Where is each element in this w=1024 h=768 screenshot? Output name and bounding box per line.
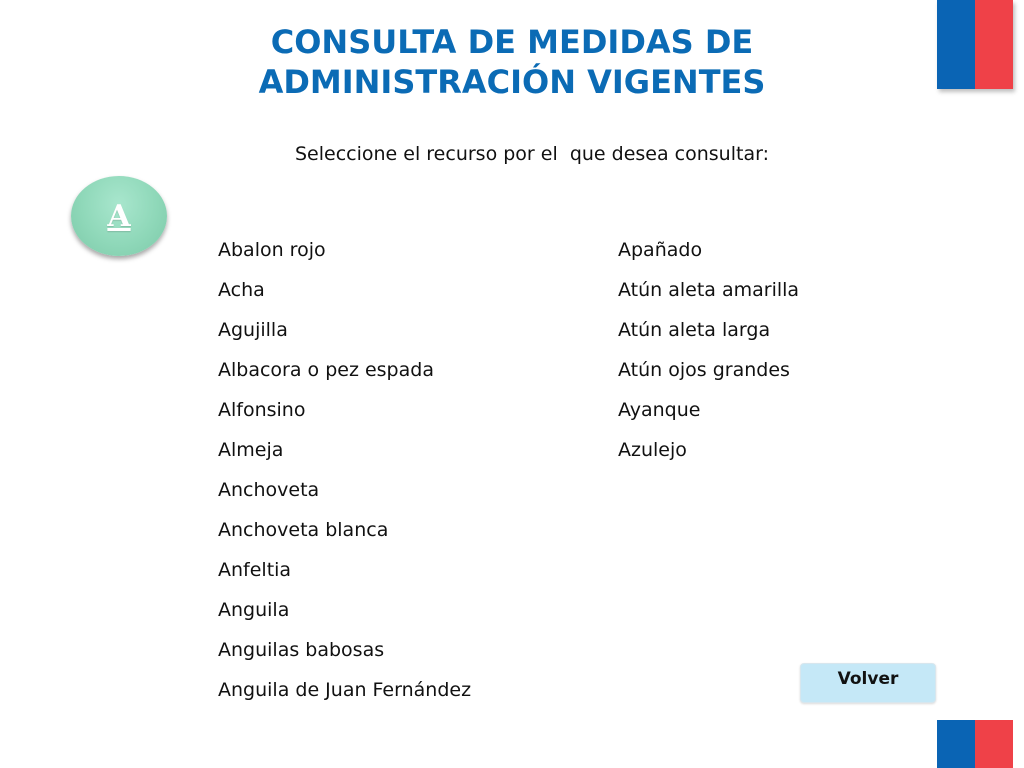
resource-link[interactable]: Anguila (218, 599, 290, 621)
flag-decoration-top (937, 0, 1013, 89)
flag-decoration-bottom (937, 720, 1013, 768)
back-button[interactable]: Volver (800, 663, 936, 703)
resource-link[interactable]: Apañado (618, 239, 703, 261)
page-title-line-1: CONSULTA DE MEDIDAS DE (270, 23, 754, 61)
resource-link[interactable]: Azulejo (618, 439, 687, 461)
resource-link[interactable]: Anguila de Juan Fernández (218, 679, 472, 701)
resource-link[interactable]: Ayanque (618, 399, 701, 421)
flag-blue-stripe (937, 0, 975, 89)
resource-link[interactable]: Acha (218, 279, 265, 301)
resource-link[interactable]: Atún aleta larga (618, 319, 771, 341)
flag-red-stripe (975, 0, 1013, 89)
resource-link[interactable]: Atún ojos grandes (618, 359, 790, 381)
resource-link[interactable]: Almeja (218, 439, 284, 461)
resource-link[interactable]: Anguilas babosas (218, 639, 385, 661)
page-title (112, 22, 912, 102)
instruction-text: Seleccione el recurso por el que desea consultar: (295, 143, 769, 165)
resource-link[interactable]: Abalon rojo (218, 239, 326, 261)
resource-link[interactable]: Anchoveta blanca (218, 519, 389, 541)
resource-link[interactable]: Atún aleta amarilla (618, 279, 800, 301)
page-title-line-2: ADMINISTRACIÓN VIGENTES (258, 63, 766, 101)
resource-link[interactable]: Alfonsino (218, 399, 306, 421)
resource-list-right (618, 230, 799, 470)
resource-link[interactable]: Anfeltia (218, 559, 292, 581)
resource-link[interactable]: Agujilla (218, 319, 288, 341)
resource-list-left (218, 230, 471, 710)
resource-link[interactable]: Albacora o pez espada (218, 359, 434, 381)
flag-blue-stripe (937, 720, 975, 768)
flag-red-stripe (975, 720, 1013, 768)
resource-link[interactable]: Anchoveta (218, 479, 320, 501)
letter-label: A (107, 198, 131, 234)
letter-a-button[interactable] (71, 176, 167, 256)
